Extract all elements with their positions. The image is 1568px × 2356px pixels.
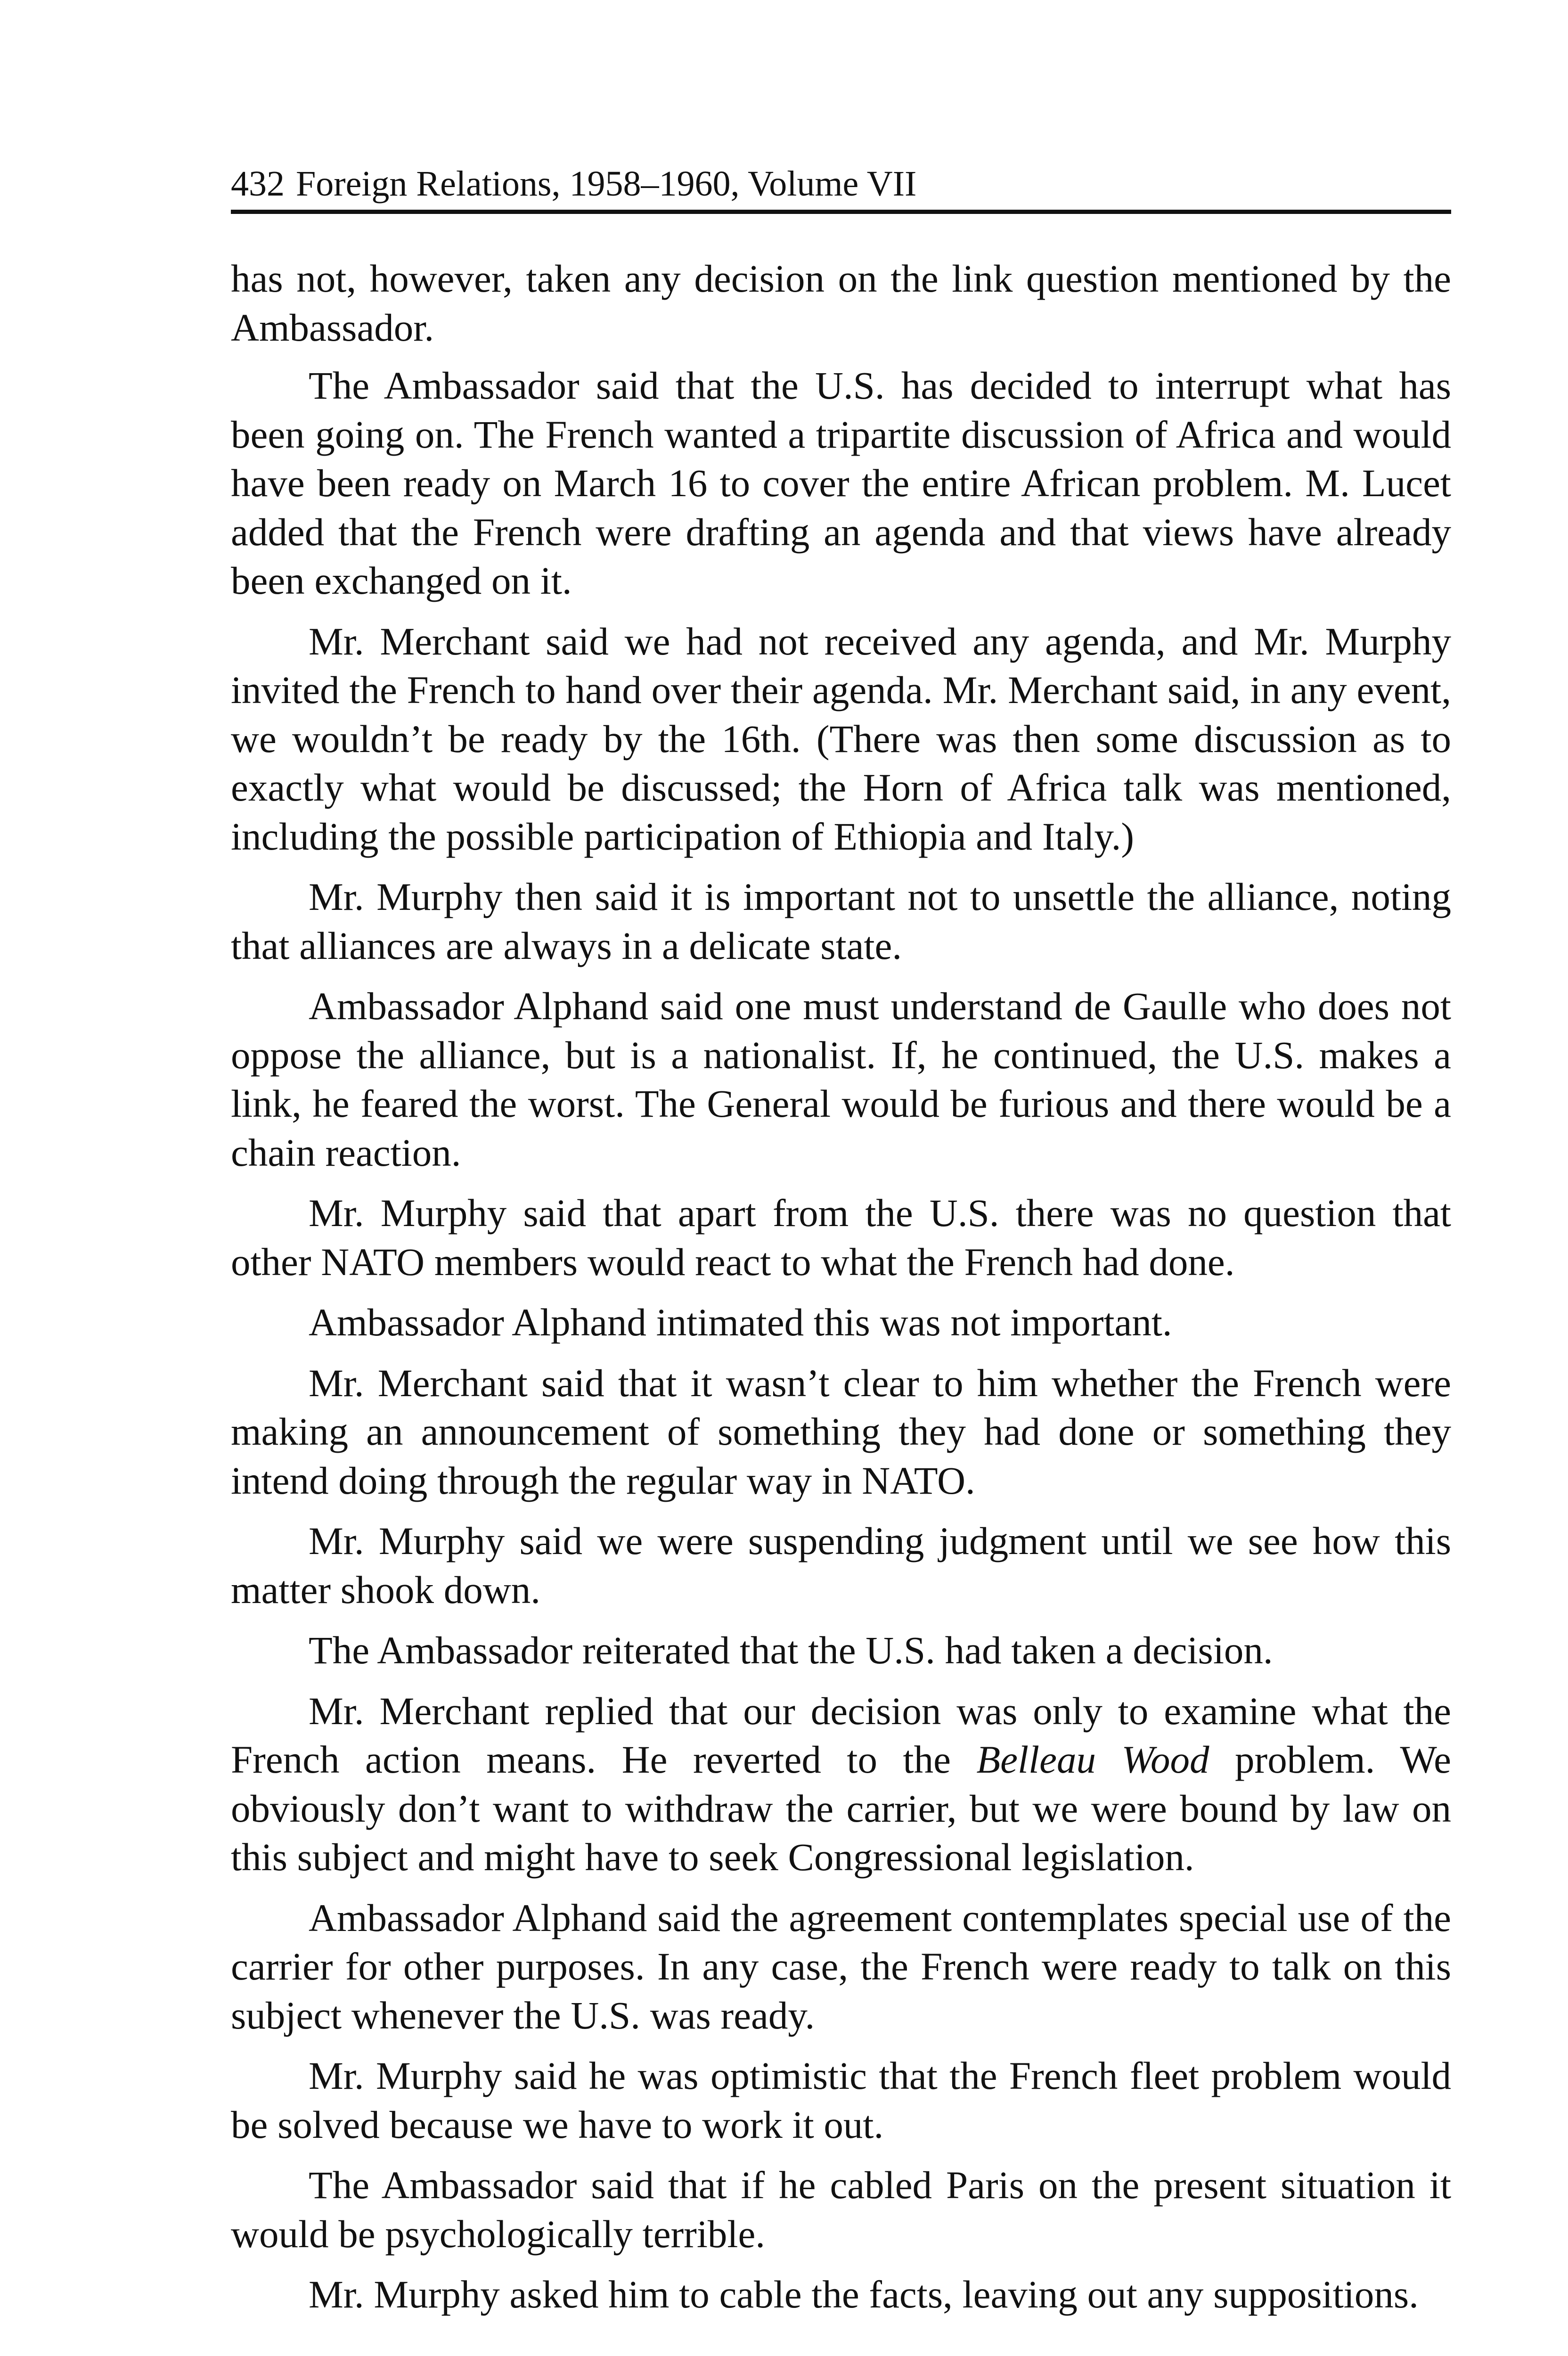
paragraph-merchant-agenda: Mr. Merchant said we had not received any agenda, and Mr. Murphy invited the French to hand over their agenda. Mr. Merchant said, in any event, we wouldn’t be ready by the 16th. (There was then some discussion as to exactly what would be discussed; the Horn of Africa talk was mentioned, including the possible participation of Ethiopia and Italy.): [231, 619, 1451, 858]
ship-name-belleau-wood: Belleau Wood: [976, 1738, 1209, 1781]
document-body: [231, 254, 1451, 2331]
belleau-wood-before: Mr. Merchant replied that our decision was only to examine what the French action means. He reverted to the: [231, 1689, 1451, 1781]
page-number: 432: [231, 164, 285, 204]
paragraph-alphand-de-gaulle: Ambassador Alphand said one must understand de Gaulle who does not oppose the alliance, but is a nationalist. If, he continued, the U.S. makes a link, he feared the worst. The General would be furious and there would be a chain reaction.: [231, 984, 1451, 1174]
paragraph-murphy-alliance: Mr. Murphy then said it is important not to unsettle the alliance, noting that alliances are always in a delicate state.: [231, 875, 1451, 967]
paragraph-ambassador-interrupt: The Ambassador said that the U.S. has decided to interrupt what has been going on. The French wanted a tripartite discussion of Africa and would have been ready on March 16 to cover the entire African problem. M. Lucet added that the French were drafting an agenda and that views have already been exchanged on it.: [231, 364, 1451, 602]
belleau-wood-after: problem. We obviously don’t want to withdraw the carrier, but we were bound by law on this subject and might have to seek Congressional legislation.: [231, 1738, 1451, 1879]
paragraph-ambassador-decision: The Ambassador reiterated that the U.S. had taken a decision.: [309, 1628, 1273, 1672]
paragraph-murphy-nato-reaction: Mr. Murphy said that apart from the U.S. there was no question that other NATO members would react to what the French had done.: [231, 1191, 1451, 1284]
paragraph-murphy-fleet-problem: Mr. Murphy said he was optimistic that the French fleet problem would be solved because we have to work it out.: [231, 2054, 1451, 2146]
paragraph-continued-link-question: has not, however, taken any decision on the link question mentioned by the Ambassador.: [231, 257, 1451, 349]
publication-title: Foreign Relations, 1958–1960, Volume VII: [296, 164, 917, 204]
paragraph-ambassador-cabled-paris: The Ambassador said that if he cabled Paris on the present situation it would be psychologically terrible.: [231, 2163, 1451, 2256]
paragraph-alphand-not-important: Ambassador Alphand intimated this was not important.: [309, 1301, 1172, 1344]
running-head: [231, 163, 1451, 214]
paragraph-merchant-announcement: Mr. Merchant said that it wasn’t clear to him whether the French were making an announcement of something they had done or something they intend doing through the regular way in NATO.: [231, 1361, 1451, 1502]
paragraph-alphand-carrier-use: Ambassador Alphand said the agreement contemplates special use of the carrier for other purposes. In any case, the French were ready to talk on this subject whenever the U.S. was ready.: [231, 1896, 1451, 2037]
paragraph-merchant-belleau-wood: [231, 1687, 1451, 1882]
paragraph-murphy-cable-facts: Mr. Murphy asked him to cable the facts, leaving out any suppositions.: [309, 2273, 1419, 2316]
paragraph-murphy-suspending-judgment: Mr. Murphy said we were suspending judgment until we see how this matter shook down.: [231, 1519, 1451, 1612]
